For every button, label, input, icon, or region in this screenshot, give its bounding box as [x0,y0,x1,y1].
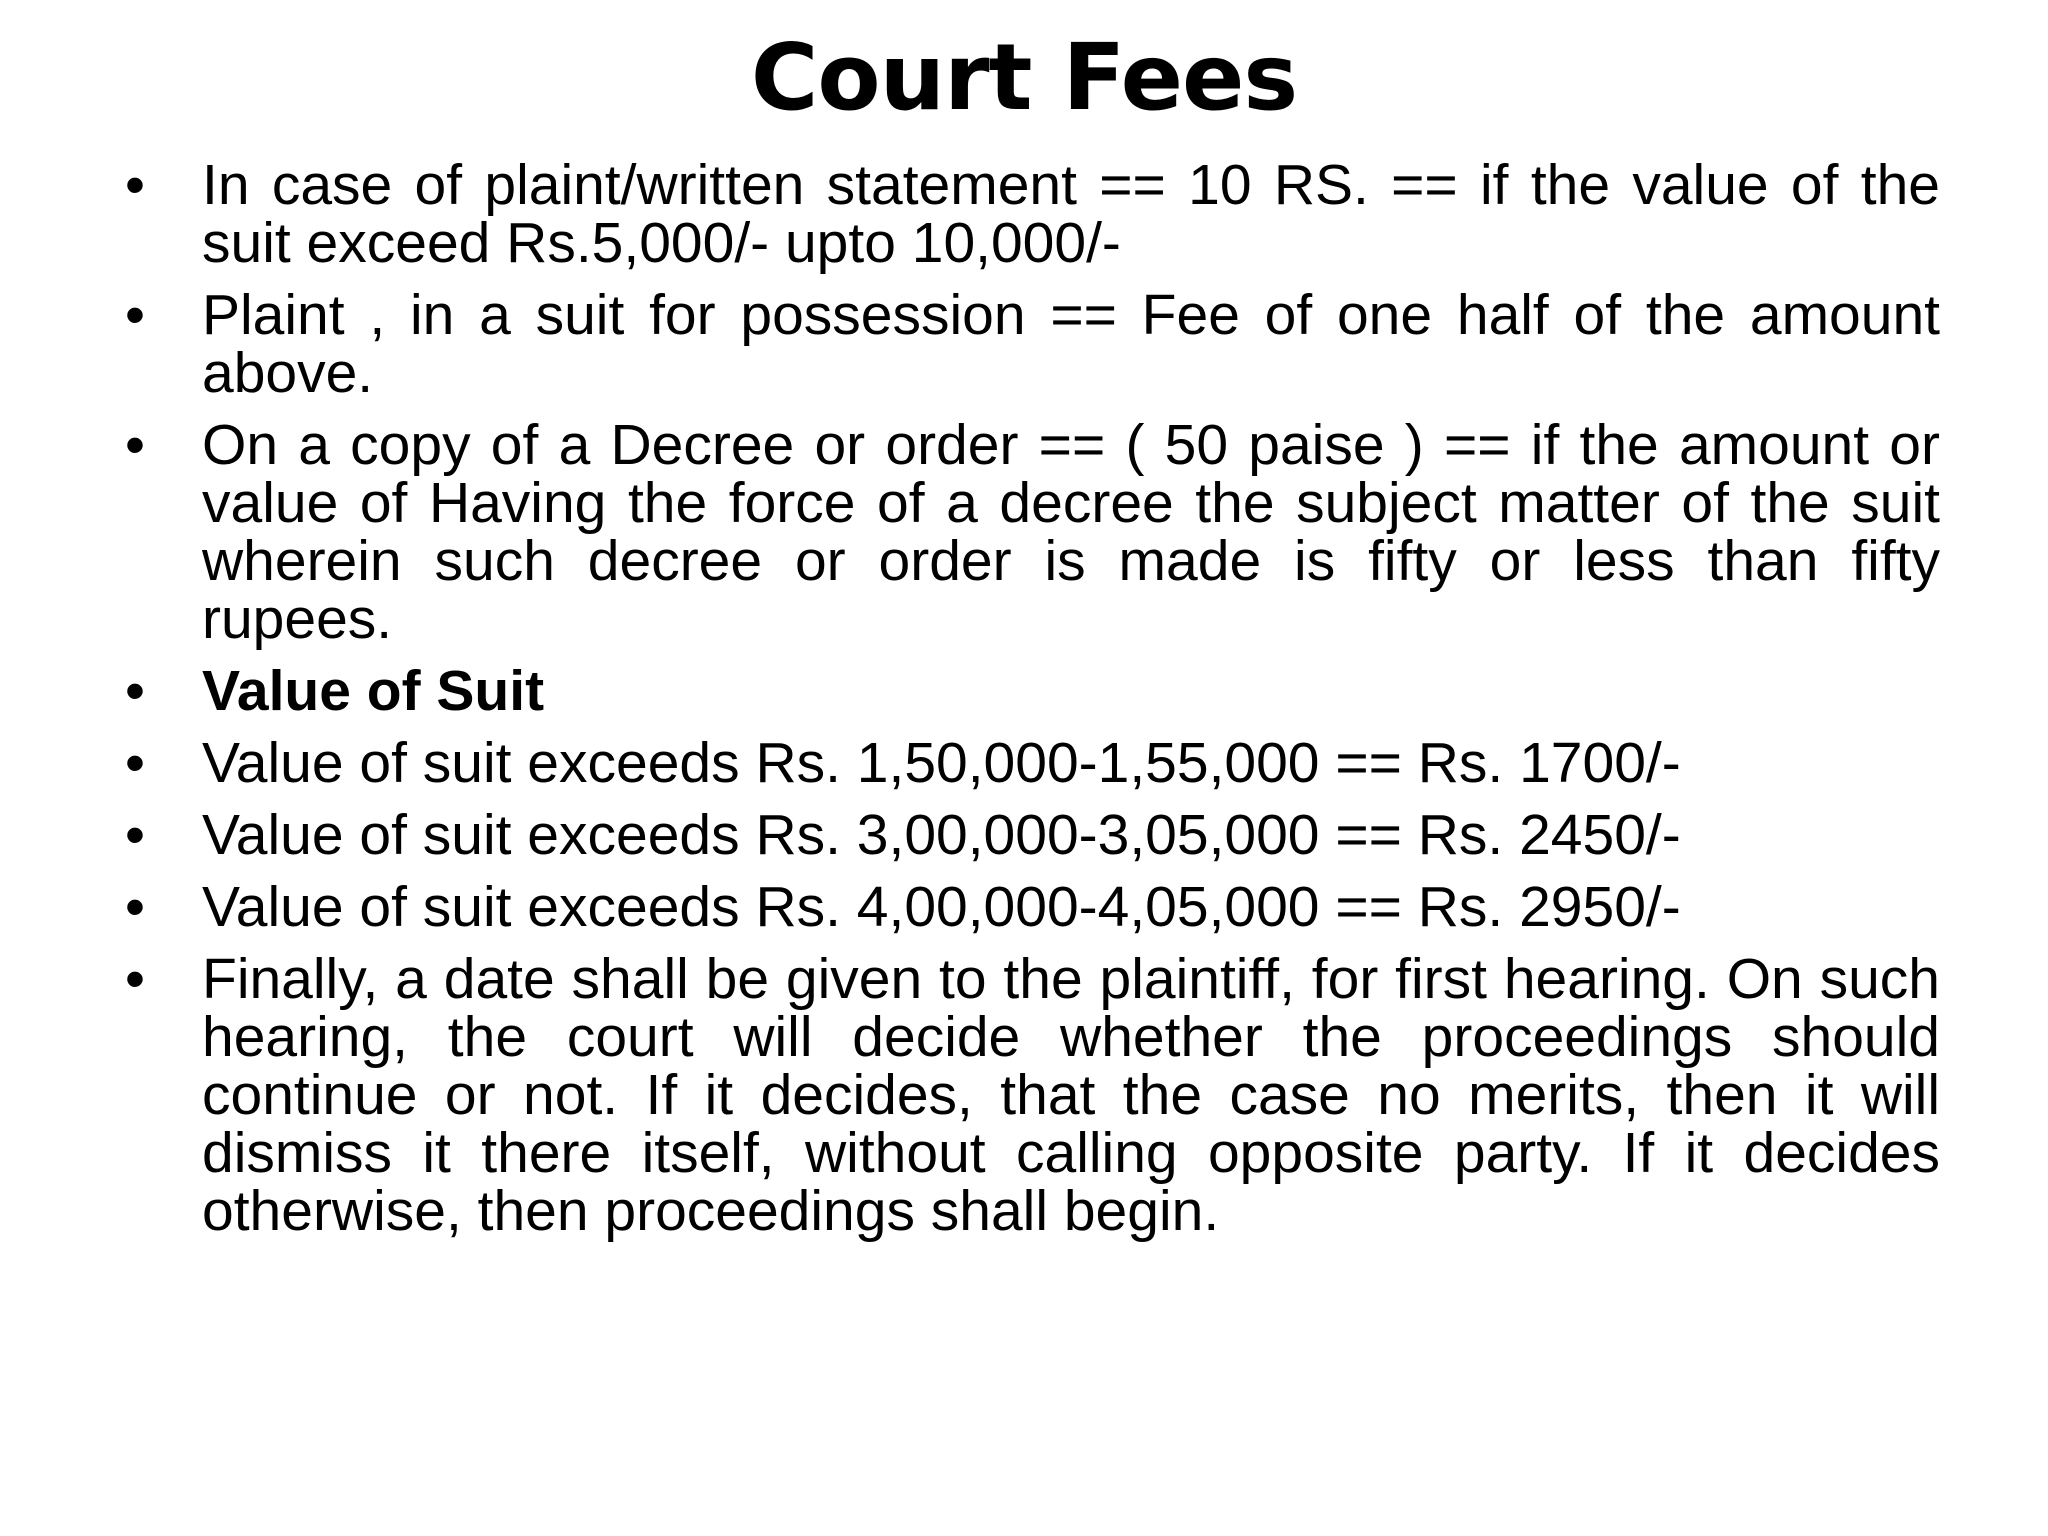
bullet-item-value-of-suit-heading [120,659,1940,723]
bullet-icon: • [125,659,145,723]
bullet-icon: • [125,947,145,1011]
bullet-icon: • [125,153,145,217]
slide-title: Court Fees [750,24,1298,131]
bullet-icon: • [125,413,145,477]
bullet-text: Value of Suit [202,659,545,723]
bullet-text: In case of plaint/written statement == 10 RS. == if the value of the suit exceed Rs.5,000/- upto 10,000/- [202,153,1940,275]
bullet-list [120,153,1940,1254]
bullet-text: Plaint , in a suit for possession == Fee of one half of the amount above. [202,283,1940,405]
bullet-icon: • [125,731,145,795]
bullet-text: On a copy of a Decree or order == ( 50 paise ) == if the amount or value of Having the force of a decree the subject matter of the suit wherein such decree or order is made is fifty or less than fifty rupees. [202,413,1940,651]
bullet-icon: • [125,875,145,939]
bullet-item-decree-copy [120,413,1940,651]
bullet-item-possession-suit [120,283,1940,405]
bullet-item-first-hearing [120,947,1940,1243]
bullet-icon: • [125,283,145,347]
bullet-text: Value of suit exceeds Rs. 3,00,000-3,05,000 == Rs. 2450/- [202,803,1681,867]
bullet-item-fee-2450 [120,803,1940,867]
bullet-item-fee-2950 [120,875,1940,939]
bullet-icon: • [125,803,145,867]
bullet-text: Value of suit exceeds Rs. 1,50,000-1,55,000 == Rs. 1700/- [202,731,1681,795]
bullet-item-plaint-fee [120,153,1940,275]
bullet-text: Finally, a date shall be given to the plaintiff, for first hearing. On such hearing, the court will decide whether the proceedings should continue or not. If it decides, that the case no merits, then it will dismiss it there itself, without calling opposite party. If it decides otherwise, then proceedings shall begin. [202,947,1940,1243]
bullet-item-fee-1700 [120,731,1940,795]
bullet-text: Value of suit exceeds Rs. 4,00,000-4,05,000 == Rs. 2950/- [202,875,1681,939]
